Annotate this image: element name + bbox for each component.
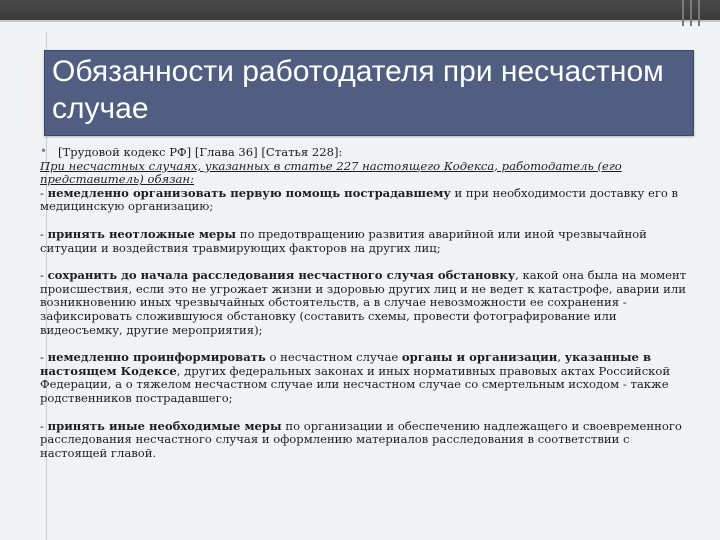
decor-line	[690, 0, 692, 26]
duty-item-1	[40, 187, 700, 214]
top-bar	[0, 0, 720, 20]
decor-line	[682, 0, 684, 26]
item-text: , какой она была на момент происшествия, если это не угрожает жизни и здоровью других лиц и не ведет к катастрофе, аварии или возникновению иных чрезвычайных обстоятельств, а в случае невозможности ее сохранения - зафиксировать сложившуюся обстановку (составить схемы, провести фотографирование или видеосъемку, другие мероприятия);	[40, 268, 687, 337]
item-bold: немедленно организовать первую помощь пострадавшему	[47, 185, 451, 200]
duty-item-2	[40, 228, 700, 255]
item-text: по организации и обеспечению надлежащего и своевременного расследования несчастного случая и оформлению материалов расследования в соответствии с настоящей главой.	[40, 418, 682, 460]
slide-title: Обязанности работодателя при несчастном случае	[52, 55, 664, 125]
item-dash: -	[40, 350, 48, 365]
duty-item-4	[40, 351, 700, 405]
source-reference-line	[40, 146, 700, 160]
item-dash: -	[40, 185, 48, 200]
item-text: , других федеральных законах и иных нормативных правовых актах Российской Федерации, а о тяжелом несчастном случае или несчастном случае со смертельным исходом - также родственников пострадавшего;	[40, 363, 671, 405]
item-dash: -	[40, 226, 48, 241]
item-bold: принять неотложные меры	[47, 226, 237, 241]
item-dash: -	[40, 418, 48, 433]
item-dash: -	[40, 268, 48, 283]
item-text: ,	[557, 350, 565, 365]
bullet-icon: •	[40, 144, 48, 158]
item-text: о несчастном случае	[265, 350, 402, 365]
duty-item-5	[40, 420, 700, 461]
decor-line	[698, 0, 700, 26]
content-body	[40, 146, 700, 460]
item-bold: органы и организации	[401, 350, 558, 365]
item-bold: немедленно проинформировать	[47, 350, 266, 365]
top-bar-divider	[0, 20, 720, 22]
item-bold: указанные в настоящем Кодексе	[40, 350, 652, 378]
duty-item-3	[40, 269, 700, 337]
item-bold: сохранить до начала расследования несчастного случая обстановку	[47, 268, 516, 283]
item-text: и при необходимости доставку его в медицинскую организацию;	[40, 185, 679, 214]
intro-text: При несчастных случаях, указанных в статье 227 настоящего Кодекса, работодатель (его представитель) обязан:	[40, 158, 622, 187]
source-reference: [Трудовой кодекс РФ] [Глава 36] [Статья 228]:	[58, 145, 343, 159]
item-text: по предотвращению развития аварийной или иной чрезвычайной ситуации и воздействия травмирующих факторов на других лиц;	[40, 226, 647, 255]
item-bold: принять иные необходимые меры	[47, 418, 282, 433]
